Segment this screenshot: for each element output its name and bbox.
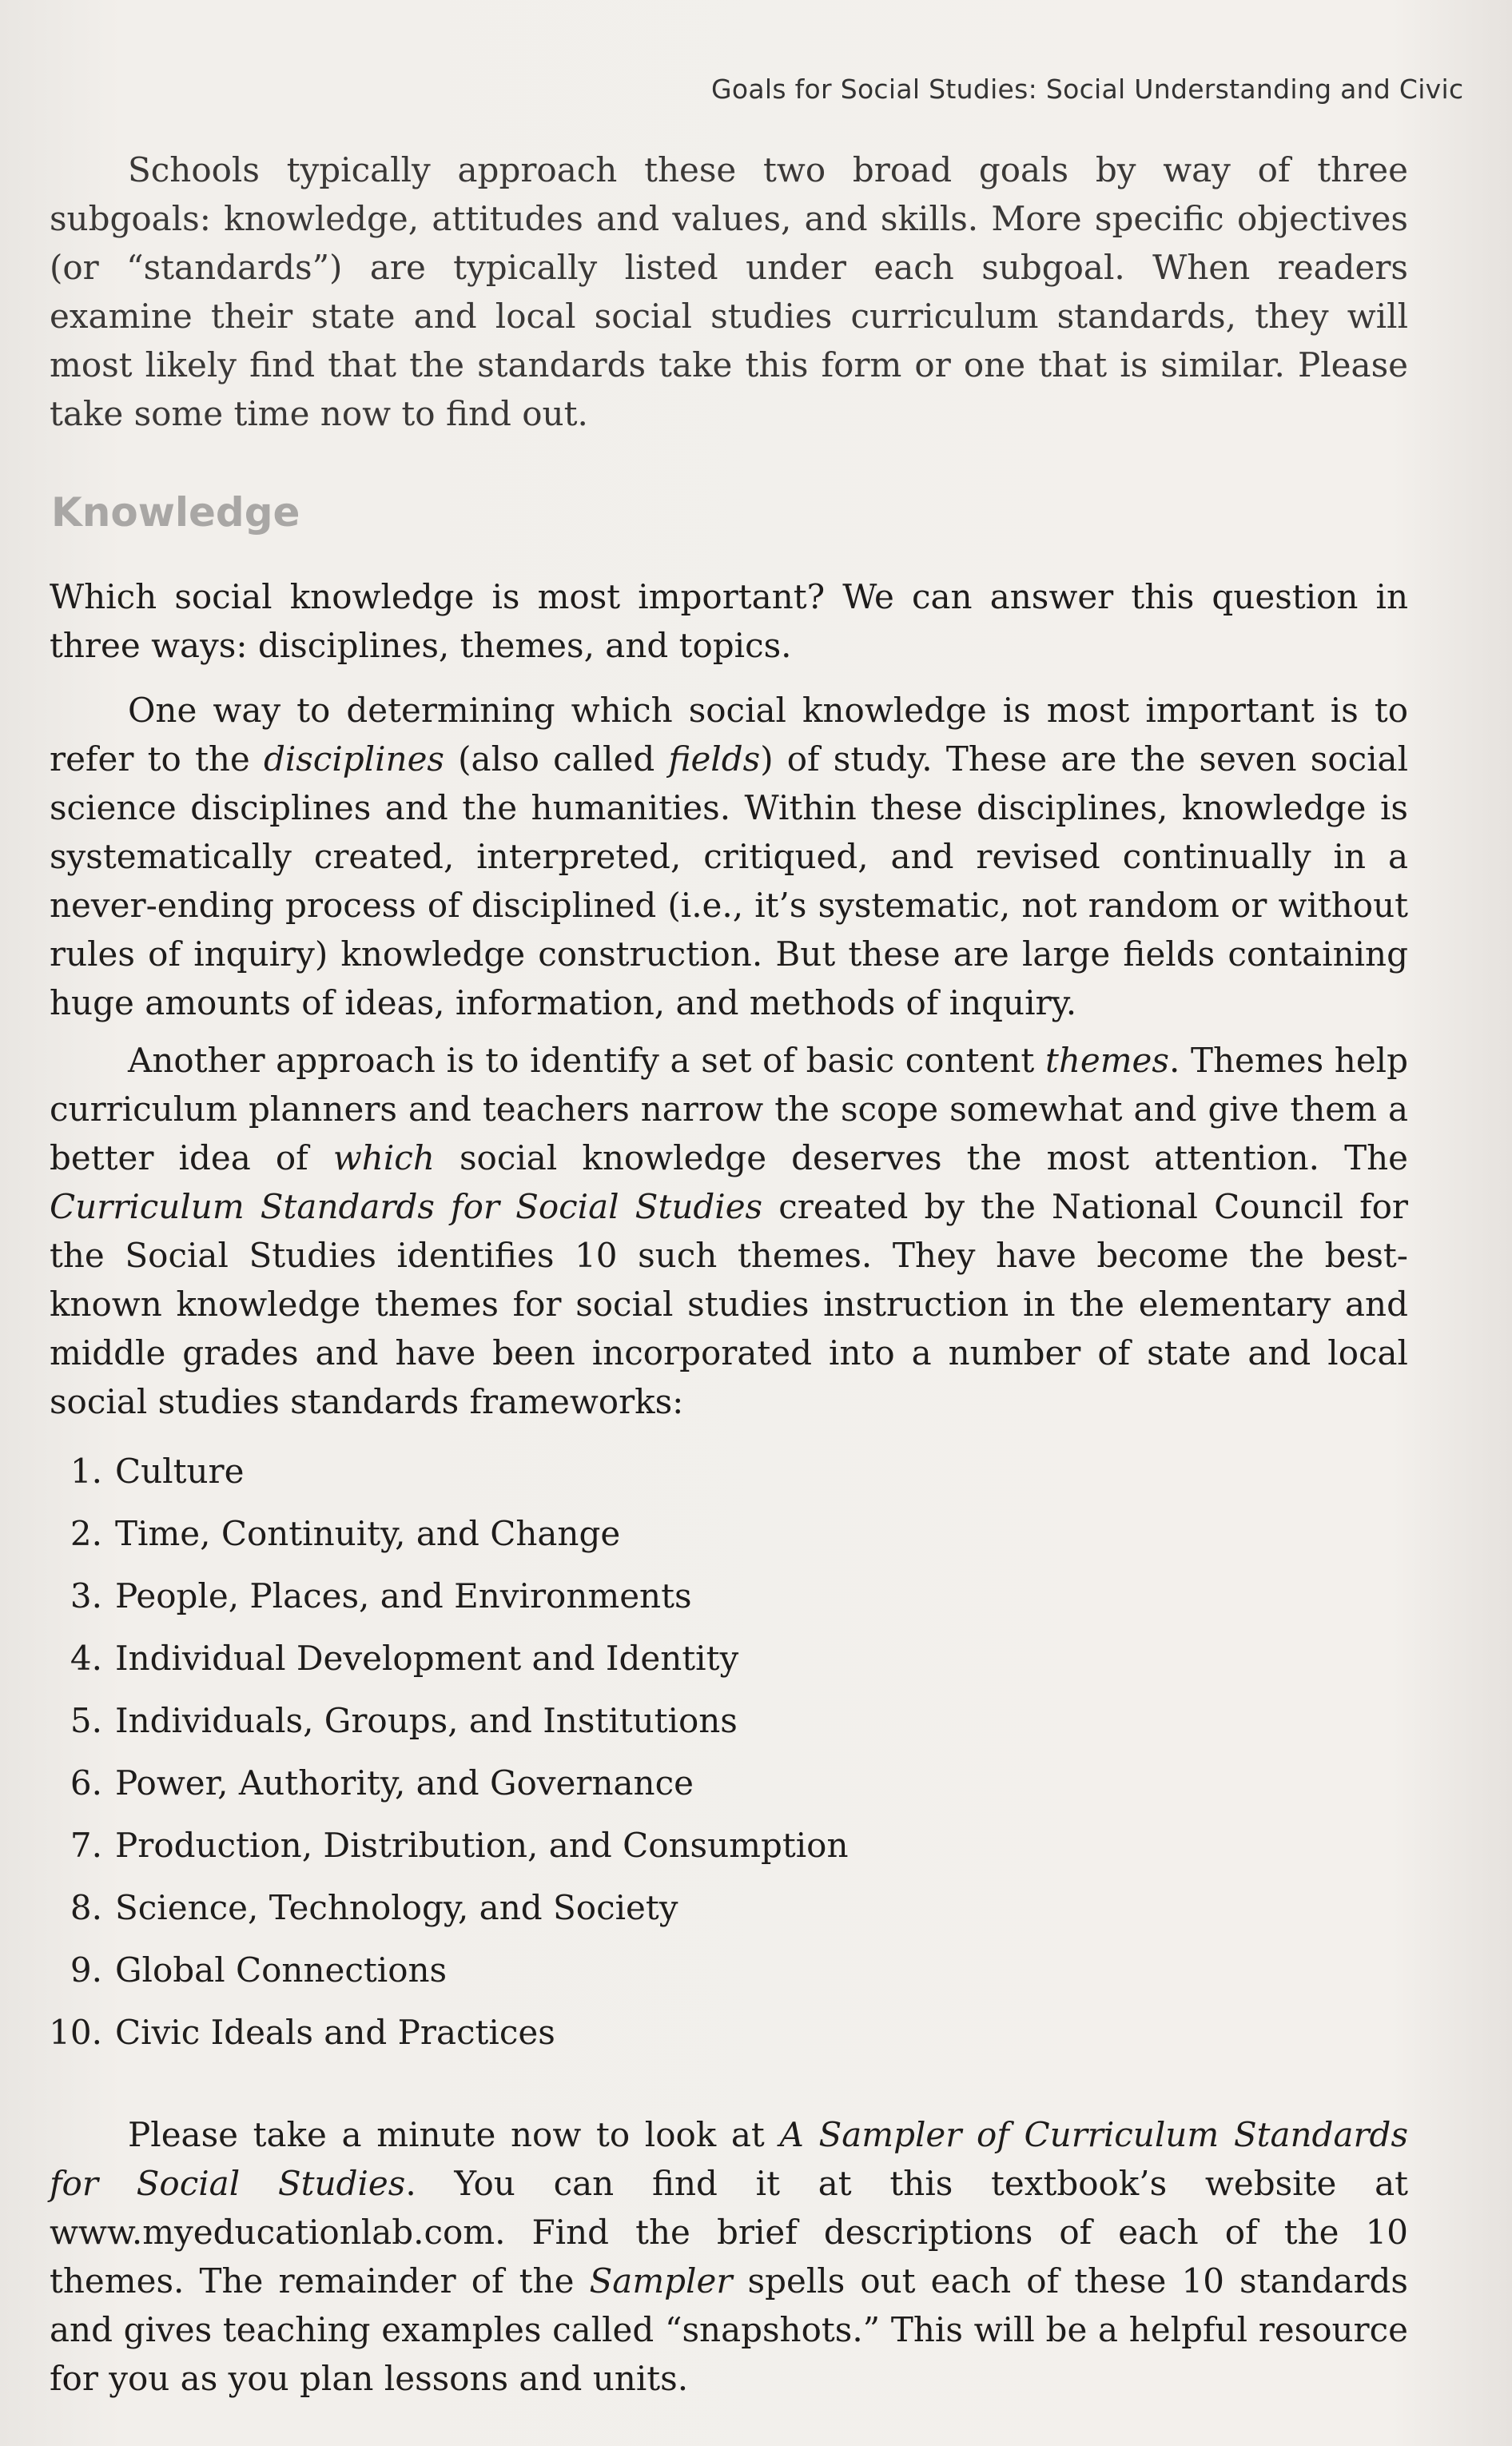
list-item-number: 4. bbox=[70, 1639, 102, 1678]
list-item-label: Time, Continuity, and Change bbox=[115, 1514, 621, 1553]
list-item-number: 9. bbox=[70, 1950, 102, 1990]
list-item-number: 5. bbox=[70, 1701, 102, 1740]
list-item-label: Culture bbox=[115, 1452, 245, 1491]
paragraph-which-knowledge: Which social knowledge is most important? We can answer this question in three ways: disciplines, themes, and topics. bbox=[50, 577, 1408, 665]
list-item-label: Science, Technology, and Society bbox=[115, 1888, 678, 1927]
intro-paragraph: Schools typically approach these two broad goals by way of three subgoals: knowledge, attitudes and values, and skills. More specific objectives (or “standards”) are typically listed under each subgoal. When readers examine their state and local social studies curriculum standards, they will most likely find that the standards take this form or one that is similar. Please take some time now to find out. bbox=[50, 150, 1408, 433]
paragraph-text: created by the National Council for the Social Studies identifies 10 such themes. They have become the best-known knowledge themes for social studies instruction in the elementary and middle grades and have been incorporated into a number of state and local social studies standards frameworks: bbox=[50, 1187, 1409, 1421]
theme-list bbox=[48, 1440, 849, 2064]
section-heading-knowledge: Knowledge bbox=[51, 489, 300, 536]
list-item-label: Civic Ideals and Practices bbox=[115, 2013, 555, 2052]
paragraph-disciplines bbox=[50, 686, 1408, 1027]
list-item-number: 2. bbox=[70, 1514, 102, 1553]
list-item bbox=[48, 1627, 849, 1690]
list-item-number: 1. bbox=[70, 1452, 102, 1491]
list-item-label: Individual Development and Identity bbox=[115, 1639, 739, 1678]
list-item bbox=[48, 1440, 849, 1503]
list-item-label: Global Connections bbox=[115, 1950, 448, 1990]
paragraph-text: social knowledge deserves the most attention. The bbox=[434, 1138, 1408, 1177]
paragraph-text: Please take a minute now to look at bbox=[128, 2115, 780, 2154]
list-item-number: 6. bbox=[70, 1763, 102, 1803]
paragraph-text: . Themes help curriculum planners and teachers narrow the scope somewhat and give them a better idea of bbox=[50, 1041, 1409, 1177]
running-head: Goals for Social Studies: Social Understanding and Civic bbox=[711, 74, 1464, 105]
list-item bbox=[48, 2002, 849, 2064]
list-item bbox=[48, 1503, 849, 1565]
italic-term-sampler: Sampler bbox=[589, 2261, 733, 2301]
list-item-number: 3. bbox=[70, 1576, 102, 1615]
italic-title-curriculum-standards: Curriculum Standards for Social Studies bbox=[50, 1187, 763, 1226]
italic-term-themes: themes bbox=[1044, 1041, 1169, 1080]
paragraph-text: Another approach is to identify a set of basic content bbox=[128, 1041, 1045, 1080]
italic-term-fields: fields bbox=[668, 739, 761, 779]
list-item bbox=[48, 1752, 849, 1815]
paragraph-text: ) of study. These are the seven social science disciplines and the humanities. Within these disciplines, knowledge is systematically created, interpreted, critiqued, and revised continually in a never-ending process of disciplined (i.e., it’s systematic, not random or without rules of inquiry) knowledge construction. But these are large fields containing huge amounts of ideas, information, and methods of inquiry. bbox=[50, 739, 1409, 1022]
italic-title-sampler: A Sampler of Curriculum Standards for Social Studies bbox=[50, 2115, 1408, 2203]
list-item-label: People, Places, and Environments bbox=[115, 1576, 692, 1615]
list-item bbox=[48, 1877, 849, 1939]
list-item-label: Individuals, Groups, and Institutions bbox=[115, 1701, 738, 1740]
paragraph-sampler bbox=[50, 2110, 1408, 2403]
paragraph-themes bbox=[50, 1036, 1408, 1426]
paragraph-text: One way to determining which social knowledge is most important is to refer to the bbox=[50, 691, 1408, 779]
italic-term-which: which bbox=[332, 1138, 435, 1177]
list-item-number: 10. bbox=[49, 2013, 102, 2052]
list-item bbox=[48, 1939, 849, 2002]
list-item-label: Power, Authority, and Governance bbox=[115, 1763, 694, 1803]
list-item bbox=[48, 1690, 849, 1752]
paragraph-text: . You can find it at this textbook’s website at www.myeducationlab.com. Find the brief descriptions of each of the 10 themes. The remainder of the bbox=[50, 2164, 1408, 2301]
list-item-number: 7. bbox=[70, 1826, 102, 1865]
italic-term-disciplines: disciplines bbox=[263, 739, 444, 779]
paragraph-text: spells out each of these 10 standards and gives teaching examples called “snapshots.” This will be a helpful resource for you as you plan lessons and units. bbox=[50, 2261, 1408, 2398]
paragraph-text: (also called bbox=[444, 739, 669, 779]
list-item-label: Production, Distribution, and Consumption bbox=[115, 1826, 849, 1865]
list-item bbox=[48, 1565, 849, 1627]
list-item bbox=[48, 1815, 849, 1877]
list-item-number: 8. bbox=[70, 1888, 102, 1927]
